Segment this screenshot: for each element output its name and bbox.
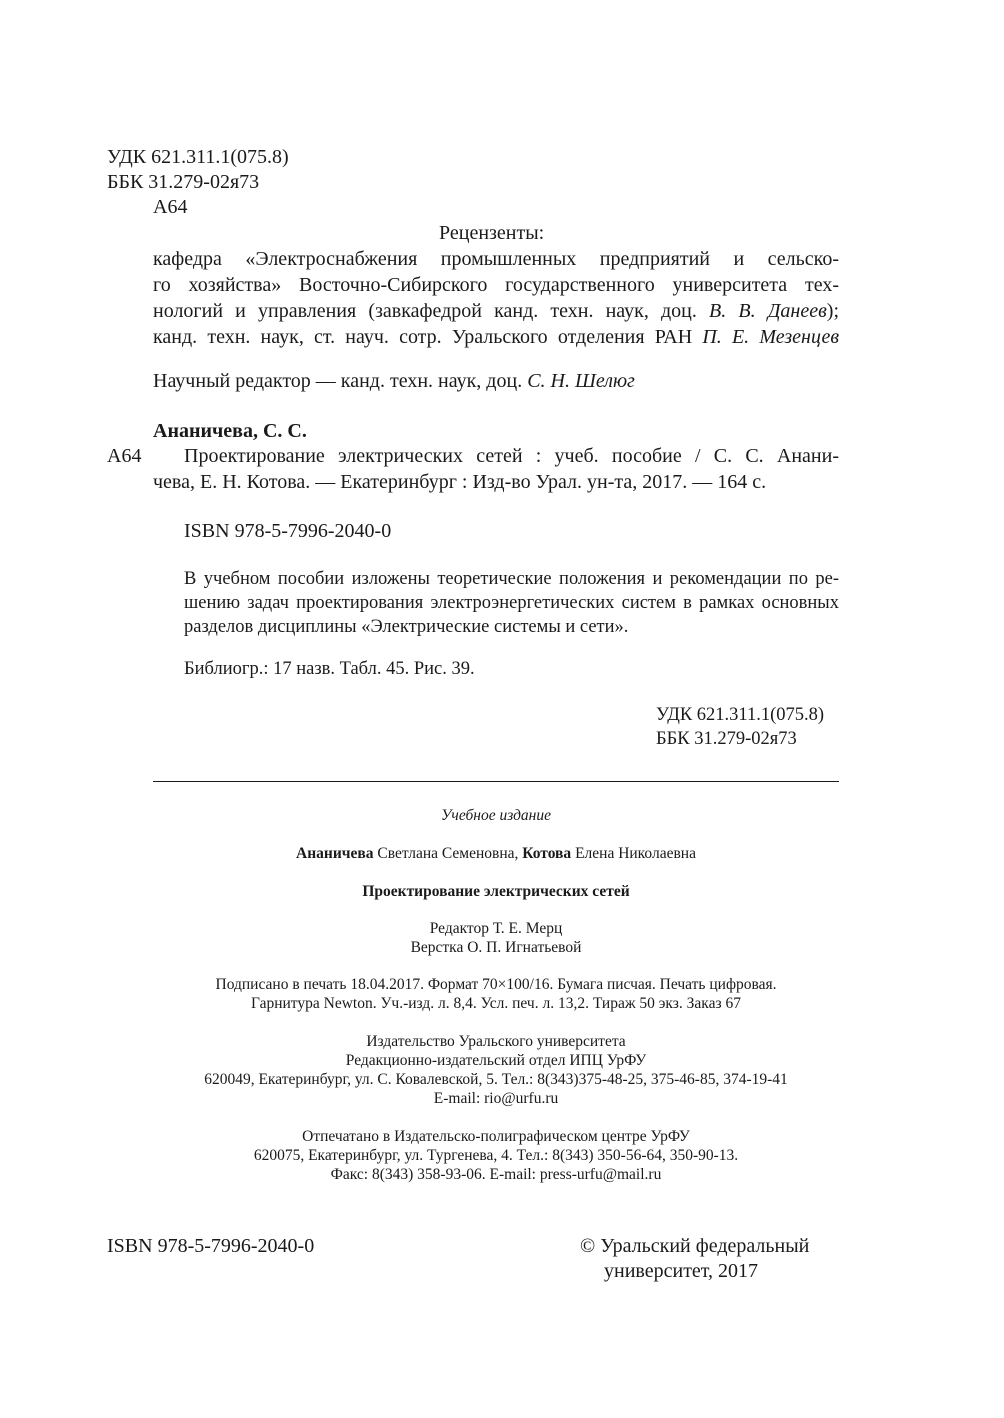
- printer-line: 620075, Екатеринбург, ул. Тургенева, 4. Тел.: 8(343) 350-56-64, 350-90-13.: [253, 1147, 739, 1164]
- catalog-author: Ананичева, С. С.: [153, 420, 307, 442]
- book-title: Проектирование электрических сетей: [362, 883, 630, 900]
- authors-full: Ананичева Светлана Семеновна, Котова Елена Николаевна: [296, 845, 696, 862]
- reviewers-block: [153, 246, 839, 350]
- publisher-line: Издательство Уральского университета: [366, 1033, 626, 1050]
- print-details: Подписано в печать 18.04.2017. Формат 70×100/16. Бумага писчая. Печать цифровая.: [215, 976, 777, 993]
- reviewers-line: го хозяйства» Восточно-Сибирского государственного университета тех-: [153, 274, 839, 296]
- edition-type: Учебное издание: [441, 807, 551, 824]
- scientific-editor: Научный редактор — канд. техн. наук, доц. С. Н. Шелюг: [153, 370, 635, 392]
- divider-line: [153, 781, 839, 782]
- bibliography: Библиогр.: 17 назв. Табл. 45. Рис. 39.: [184, 659, 475, 679]
- abstract-line: шению задач проектирования электроэнергетических систем в рамках основных: [184, 593, 839, 613]
- publisher-line: 620049, Екатеринбург, ул. С. Ковалевской, 5. Тел.: 8(343)375-48-25, 375-46-85, 374-19-41: [204, 1071, 788, 1088]
- printer-line: Отпечатано в Издательско-полиграфическом центре УрФУ: [302, 1128, 690, 1145]
- catalog-code: А64: [107, 445, 142, 467]
- layout-credit: Верстка О. П. Игнатьевой: [410, 939, 582, 956]
- reviewer-name: П. Е. Мезенцев: [702, 326, 839, 348]
- copyright-line: © Уральский федеральный: [580, 1235, 810, 1257]
- udk-code: УДК 621.311.1(075.8): [107, 146, 289, 168]
- udk-code-right: УДК 621.311.1(075.8): [656, 705, 825, 725]
- reviewers-heading: Рецензенты:: [439, 222, 545, 244]
- bbk-code-right: ББК 31.279-02я73: [656, 729, 797, 749]
- typeface-details: Гарнитура Newton. Уч.-изд. л. 8,4. Усл. печ. л. 13,2. Тираж 50 экз. Заказ 67: [251, 995, 741, 1012]
- abstract-line: разделов дисциплины «Электрические системы и сети».: [184, 617, 629, 637]
- abstract-line: В учебном пособии изложены теоретические положения и рекомендации по ре-: [184, 569, 839, 589]
- reviewers-line: нологий и управления (завкафедрой канд. техн. наук, доц. В. В. Данеев);: [153, 300, 840, 322]
- reviewers-line: кафедра «Электроснабжения промышленных предприятий и сельско-: [153, 248, 839, 270]
- reviewers-line: канд. техн. наук, ст. науч. сотр. Уральского отделения РАН П. Е. Мезенцев: [153, 326, 839, 348]
- catalog-description: Проектирование электрических сетей : учеб. пособие / С. С. Анани-: [184, 445, 839, 467]
- copyright-line: университет, 2017: [604, 1260, 759, 1282]
- bbk-code: ББК 31.279-02я73: [107, 171, 260, 193]
- catalog-description-2: чева, Е. Н. Котова. — Екатеринбург : Изд-во Урал. ун-та, 2017. — 164 с.: [153, 471, 767, 493]
- publisher-email: E-mail: rio@urfu.ru: [433, 1090, 559, 1107]
- editor-name: С. Н. Шелюг: [527, 370, 635, 392]
- author-mark: А64: [153, 196, 188, 218]
- editor-credit: Редактор Т. Е. Мерц: [429, 920, 563, 937]
- printer-line: Факс: 8(343) 358-93-06. E-mail: press-urfu@mail.ru: [330, 1166, 662, 1183]
- publisher-line: Редакционно-издательский отдел ИПЦ УрФУ: [345, 1052, 647, 1069]
- reviewer-name: В. В. Данеев: [709, 300, 827, 322]
- catalog-isbn: ISBN 978-5-7996-2040-0: [184, 520, 392, 542]
- footer-isbn: ISBN 978-5-7996-2040-0: [107, 1235, 315, 1257]
- abstract: [184, 567, 839, 639]
